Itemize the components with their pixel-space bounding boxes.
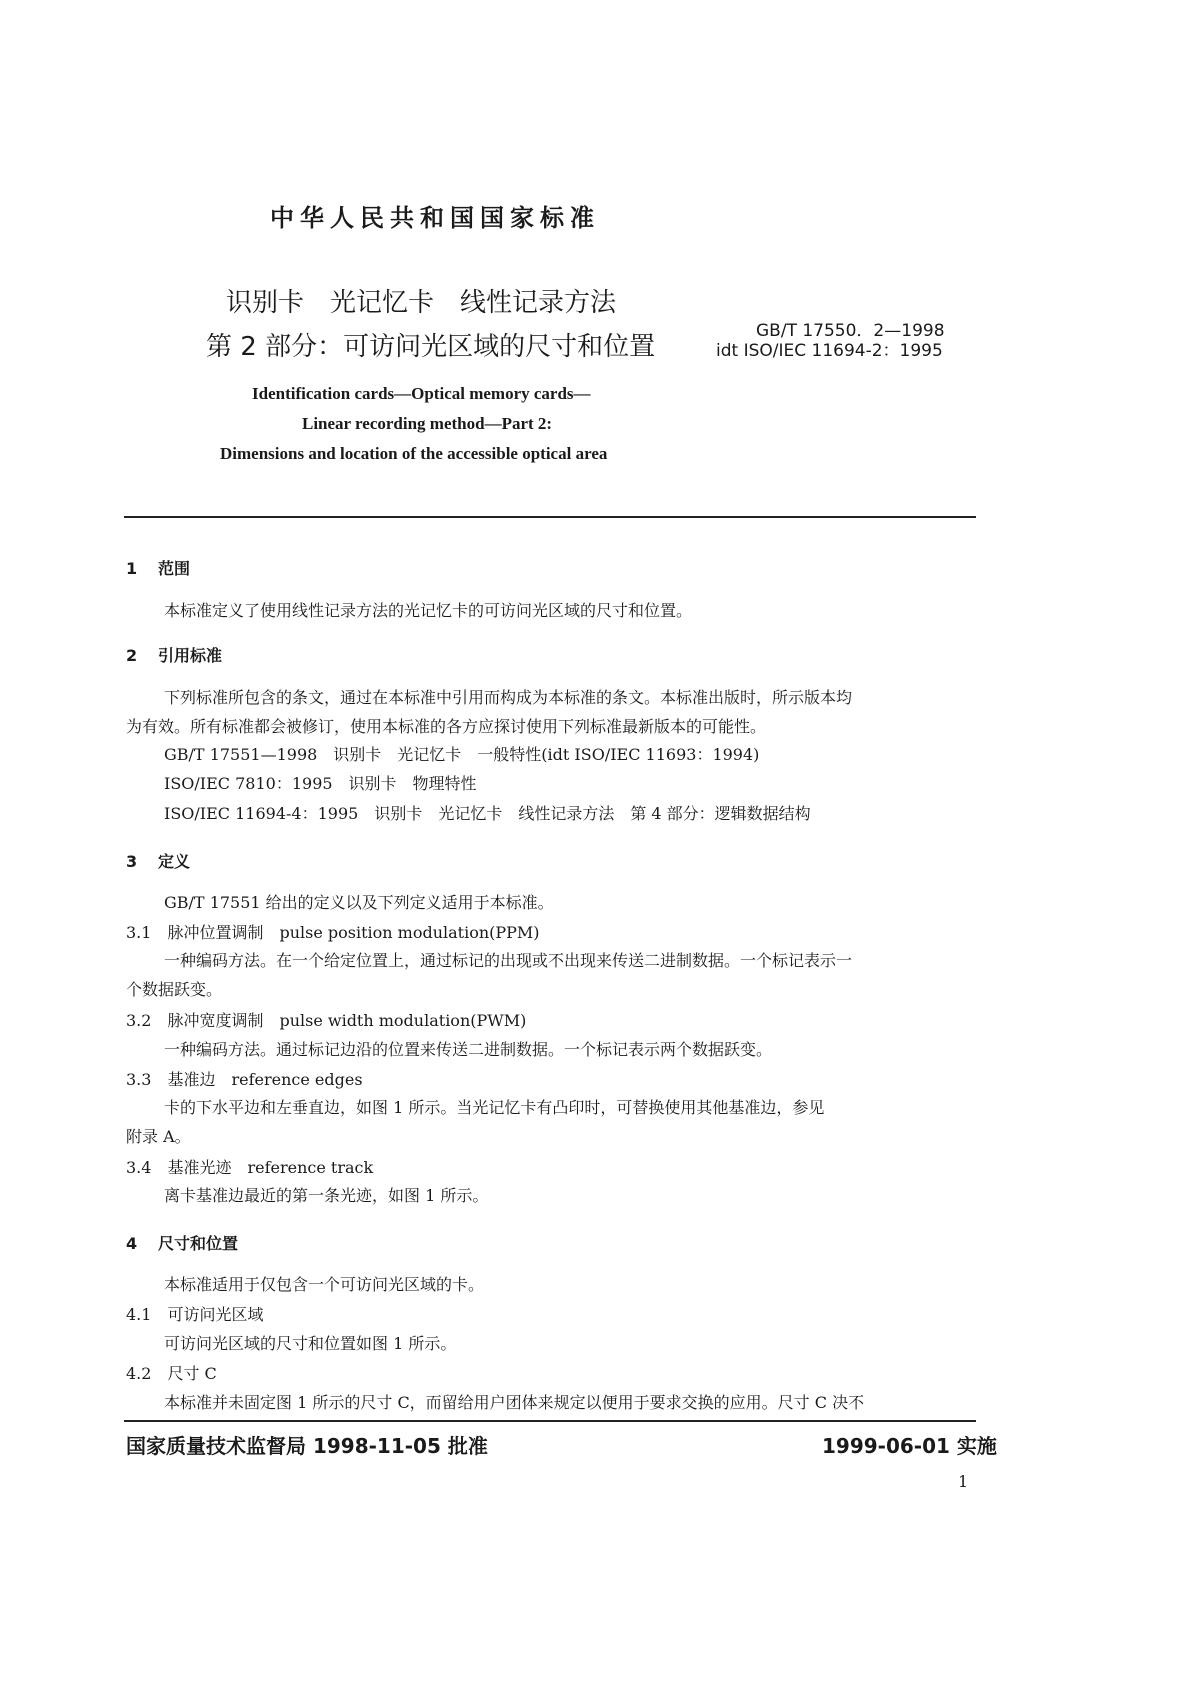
definition-3-2-line-1: 一种编码方法。通过标记边沿的位置来传送二进制数据。一个标记表示两个数据跃变。	[164, 1040, 773, 1059]
page-number: 1	[958, 1472, 969, 1491]
idt-code: idt ISO/IEC 11694-2：1995	[716, 341, 943, 361]
definition-3-4-line-1: 离卡基准边最近的第一条光迹，如图 1 所示。	[164, 1186, 489, 1205]
section-number: 3	[126, 852, 138, 871]
section-2-paragraph-line-2: 为有效。所有标准都会被修订，使用本标准的各方应探讨使用下列标准最新版本的可能性。	[126, 717, 767, 736]
section-3-heading	[126, 849, 190, 872]
section-4-intro: 本标准适用于仅包含一个可访问光区域的卡。	[164, 1275, 485, 1294]
section-number: 1	[126, 559, 138, 578]
approval-date: 国家质量技术监督局 1998-11-05 批准	[126, 1434, 488, 1458]
title-line-1: 识别卡 光记忆卡 线性记录方法	[226, 288, 617, 318]
definition-3-1-line-2: 个数据跃变。	[126, 980, 223, 999]
definition-3-3-line-2: 附录 A。	[126, 1127, 191, 1146]
definition-3-3-line-1: 卡的下水平边和左垂直边，如图 1 所示。当光记忆卡有凸印时，可替换使用其他基准边，参见	[164, 1098, 825, 1117]
section-1-text: 本标准定义了使用线性记录方法的光记忆卡的可访问光区域的尺寸和位置。	[164, 601, 693, 620]
title-line-2: 第 2 部分：可访问光区域的尺寸和位置	[206, 332, 656, 362]
clause-4-1-line-1: 可访问光区域的尺寸和位置如图 1 所示。	[164, 1334, 457, 1353]
footer-divider	[124, 1420, 976, 1422]
english-title-line-3: Dimensions and location of the accessible optical area	[220, 444, 608, 463]
section-title: 引用标准	[158, 646, 223, 665]
clause-4-2-heading: 4.2 尺寸 C	[126, 1364, 217, 1383]
clause-4-1-heading: 4.1 可访问光区域	[126, 1305, 264, 1324]
section-1-heading	[126, 556, 190, 579]
national-standard-heading: 中华人民共和国国家标准	[270, 204, 600, 232]
standard-code: GB/T 17550．2—1998	[756, 321, 945, 341]
reference-item: ISO/IEC 11694-4：1995 识别卡 光记忆卡 线性记录方法 第 4 部分：逻辑数据结构	[164, 804, 811, 823]
section-3-intro: GB/T 17551 给出的定义以及下列定义适用于本标准。	[164, 893, 554, 912]
clause-4-2-line-1: 本标准并未固定图 1 所示的尺寸 C，而留给用户团体来规定以便用于要求交换的应用。尺寸 C 决不	[164, 1393, 865, 1412]
english-title-line-2: Linear recording method—Part 2:	[302, 414, 553, 433]
section-title: 范围	[158, 559, 191, 578]
definition-3-2-heading: 3.2 脉冲宽度调制 pulse width modulation(PWM)	[126, 1011, 527, 1030]
section-2-heading	[126, 643, 222, 666]
header-divider	[124, 516, 976, 518]
definition-3-4-heading: 3.4 基准光迹 reference track	[126, 1158, 374, 1177]
definition-3-3-heading: 3.3 基准边 reference edges	[126, 1070, 363, 1089]
reference-item: GB/T 17551—1998 识别卡 光记忆卡 一般特性(idt ISO/IEC 11693：1994)	[164, 745, 760, 764]
reference-item: ISO/IEC 7810：1995 识别卡 物理特性	[164, 774, 477, 793]
definition-3-1-heading: 3.1 脉冲位置调制 pulse position modulation(PPM)	[126, 923, 540, 942]
implementation-date: 1999-06-01 实施	[822, 1434, 997, 1458]
section-title: 尺寸和位置	[158, 1234, 239, 1253]
section-4-heading	[126, 1231, 238, 1254]
section-number: 4	[126, 1234, 138, 1253]
section-number: 2	[126, 646, 138, 665]
definition-3-1-line-1: 一种编码方法。在一个给定位置上，通过标记的出现或不出现来传送二进制数据。一个标记表示一	[164, 951, 853, 970]
section-2-paragraph-line-1: 下列标准所包含的条文，通过在本标准中引用而构成为本标准的条文。本标准出版时，所示版本均	[164, 688, 853, 707]
section-title: 定义	[158, 852, 191, 871]
english-title-line-1: Identification cards—Optical memory cards—	[252, 384, 591, 403]
